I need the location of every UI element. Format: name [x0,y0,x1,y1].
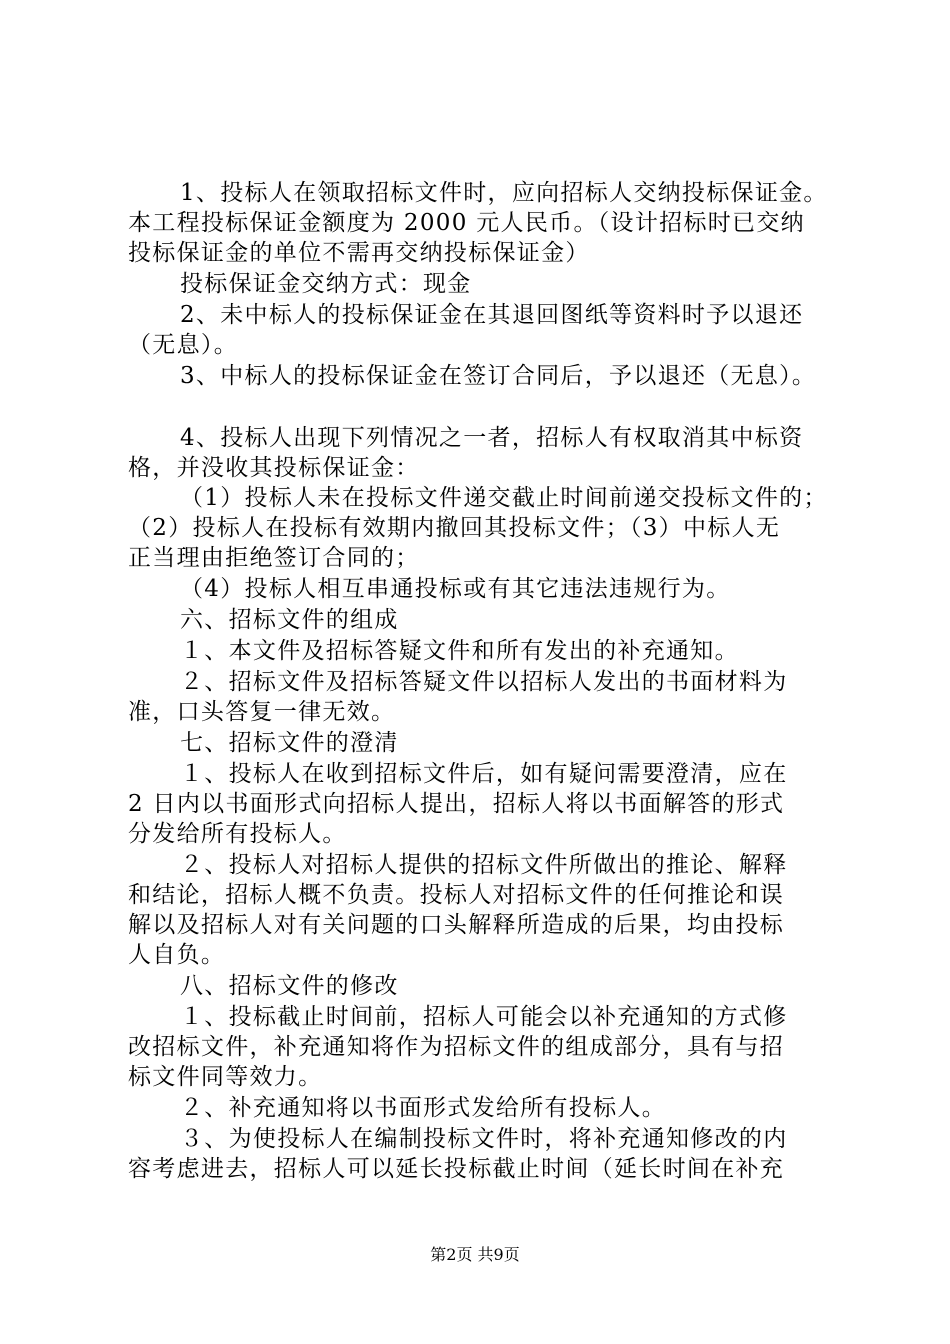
text-line: （4）投标人相互串通投标或有其它违法违规行为。 [180,576,731,602]
text-line: １、本文件及招标答疑文件和所有发出的补充通知。 [180,638,739,664]
text-line: 正当理由拒绝签订合同的； [128,545,420,571]
text-line: ２、补充通知将以书面形式发给所有投标人。 [180,1095,666,1121]
text-line: 容考虑进去，招标人可以延长投标截止时间（延长时间在补充 [128,1156,785,1182]
text-line: 本工程投标保证金额度为 2000 元人民币。（设计招标时已交纳 [128,210,805,236]
section-heading: 八、招标文件的修改 [180,973,399,999]
text-line: 准，口头答复一律无效。 [128,699,396,725]
text-line: 分发给所有投标人。 [128,821,347,847]
text-line: 改招标文件，补充通知将作为招标文件的组成部分，具有与招 [128,1034,785,1060]
text-line: １、投标人在收到招标文件后，如有疑问需要澄清，应在 [180,761,788,787]
text-line: 投标保证金的单位不需再交纳投标保证金） [128,240,590,266]
text-line: 格，并没收其投标保证金： [128,455,420,481]
text-line: 投标保证金交纳方式：现金 [180,271,472,297]
text-line: 人自负。 [128,942,226,968]
text-line: 解以及招标人对有关问题的口头解释所造成的后果，均由投标 [128,912,785,938]
text-line: １、投标截止时间前，招标人可能会以补充通知的方式修 [180,1004,788,1030]
text-line: ３、为使投标人在编制投标文件时，将补充通知修改的内 [180,1126,788,1152]
text-line: （2）投标人在投标有效期内撤回其投标文件；（3）中标人无 [128,515,781,541]
text-line: （无息）。 [128,332,238,358]
text-line: ２、招标文件及招标答疑文件以招标人发出的书面材料为 [180,669,788,695]
text-line: ２、投标人对招标人提供的招标文件所做出的推论、解释 [180,852,788,878]
text-line: 1、投标人在领取招标文件时，应向招标人交纳投标保证金。 [180,180,828,206]
text-line: 和结论，招标人概不负责。投标人对招标文件的任何推论和误 [128,882,785,908]
section-heading: 六、招标文件的组成 [180,607,399,633]
text-line: 标文件同等效力。 [128,1064,323,1090]
text-line: 4、投标人出现下列情况之一者，招标人有权取消其中标资 [180,425,804,451]
text-line: 2、未中标人的投标保证金在其退回图纸等资料时予以退还 [180,302,804,328]
text-line: （1）投标人未在投标文件递交截止时间前递交投标文件的； [180,485,828,511]
page-number-footer: 第2页 共9页 [430,1245,520,1264]
text-line: 3、中标人的投标保证金在签订合同后，予以退还（无息）。 [180,363,817,389]
text-line: 2 日内以书面形式向招标人提出，招标人将以书面解答的形式 [128,791,785,817]
section-heading: 七、招标文件的澄清 [180,730,399,756]
